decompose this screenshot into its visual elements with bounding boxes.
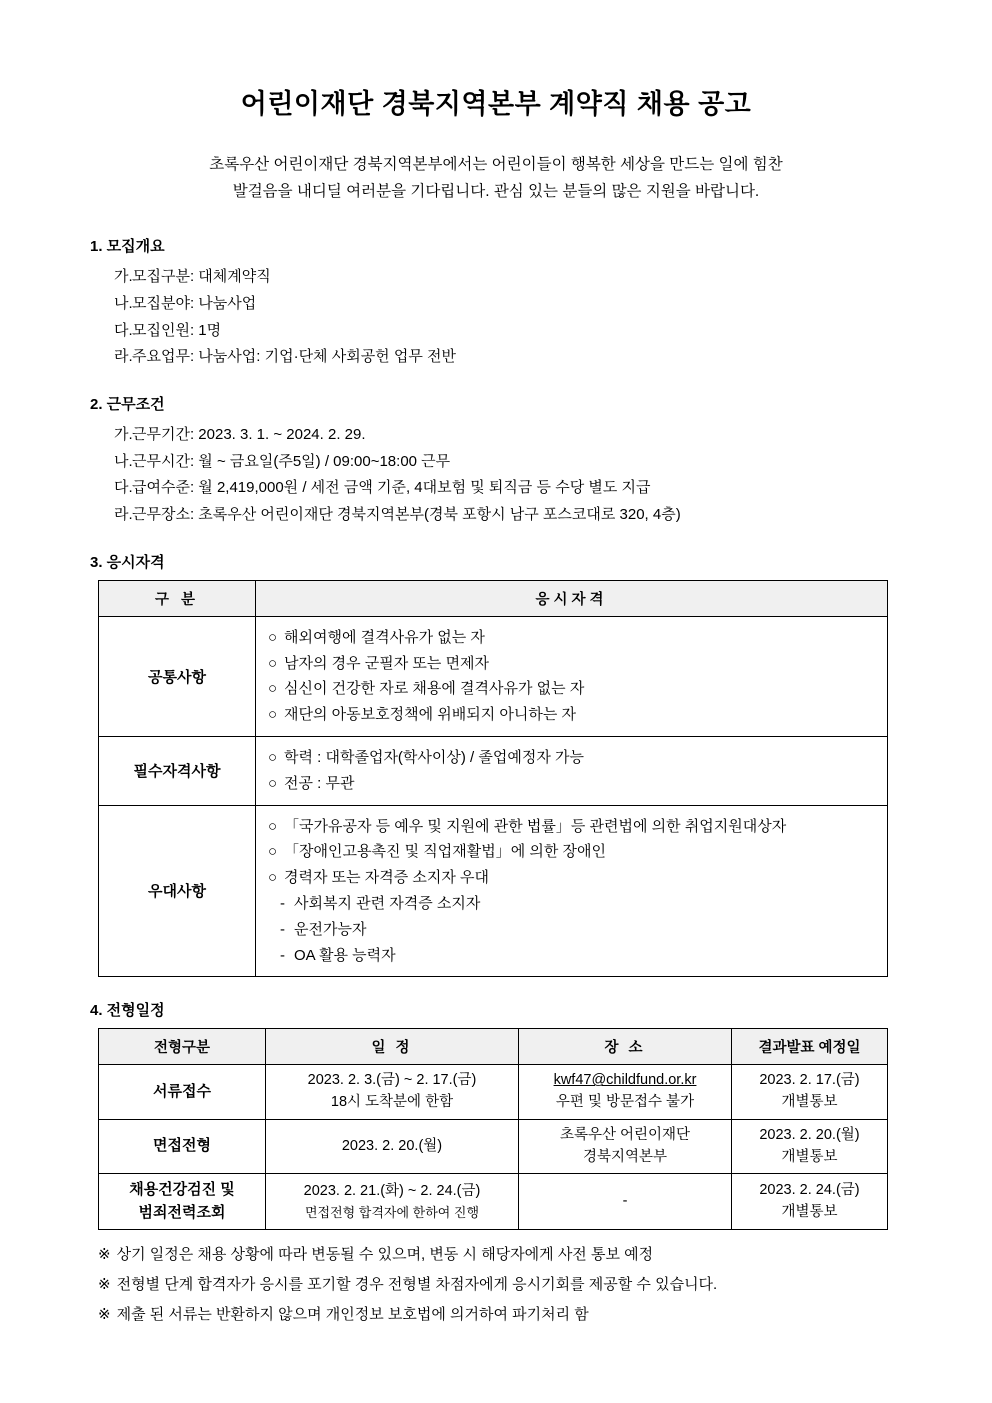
section-schedule: [92, 999, 900, 1330]
column-header-stage: 전형구분: [99, 1029, 266, 1065]
row-content: [256, 736, 888, 805]
section1-list: [92, 264, 900, 371]
circle-bullet-icon: ○: [268, 680, 278, 698]
list-item: [114, 475, 900, 502]
table-row: [99, 1065, 888, 1120]
circle-bullet-icon: ○: [268, 706, 278, 724]
section-working-conditions: [92, 393, 900, 529]
column-header-category: 구 분: [99, 580, 256, 616]
bullet-item: ○ 「국가유공자 등 예우 및 지원에 관한 법률」등 관련법에 의한 취업지원대상자: [268, 814, 877, 840]
section-recruitment-overview: [92, 235, 900, 371]
row-content: [256, 805, 888, 977]
row-category: 필수자격사항: [99, 736, 256, 805]
qualification-table: [98, 580, 888, 978]
table-header-row: [99, 580, 888, 616]
reference-mark-icon: ※: [98, 1276, 111, 1294]
section-qualifications: [92, 551, 900, 978]
list-item: [114, 502, 900, 529]
item-text: 모집인원: 1명: [132, 321, 222, 339]
section3-heading: 3. 응시자격: [90, 553, 165, 571]
item-label: 나.: [114, 452, 133, 470]
section2-list: [92, 422, 900, 529]
bullet-item: ○ 재단의 아동보호정책에 위배되지 아니하는 자: [268, 702, 877, 728]
section4-heading: 4. 전형일정: [90, 1002, 165, 1020]
note-item: ※ 제출 된 서류는 반환하지 않으며 개인정보 보호법에 의거하여 파기처리 함: [98, 1306, 589, 1324]
email-link[interactable]: kwf47@childfund.or.kr: [553, 1072, 697, 1089]
circle-bullet-icon: ○: [268, 654, 278, 672]
column-header-place: 장 소: [519, 1029, 732, 1065]
list-item: [114, 422, 900, 449]
table-row: [99, 1174, 888, 1230]
bullet-item: ○ 해외여행에 결격사유가 없는 자: [268, 625, 877, 651]
table-row: [99, 616, 888, 736]
column-header-date: 일 정: [266, 1029, 519, 1065]
reference-mark-icon: ※: [98, 1246, 111, 1264]
row-category: 우대사항: [99, 805, 256, 977]
dash-bullet-icon: -: [280, 894, 285, 912]
intro-line-2: 발걸음을 내디딜 여러분을 기다립니다. 관심 있는 분들의 많은 지원을 바랍니다.: [232, 183, 760, 201]
list-item: [114, 344, 900, 371]
dash-item: - 사회복지 관련 자격증 소지자: [268, 891, 877, 917]
table-row: [99, 1119, 888, 1174]
circle-bullet-icon: ○: [268, 748, 278, 766]
circle-bullet-icon: ○: [268, 628, 278, 646]
circle-bullet-icon: ○: [268, 869, 278, 887]
bullet-item: ○ 학력 : 대학졸업자(학사이상) / 졸업예정자 가능: [268, 745, 877, 771]
row-category: 공통사항: [99, 616, 256, 736]
bullet-item: ○ 「장애인고용촉진 및 직업재활법」에 의한 장애인: [268, 839, 877, 865]
row-date: 2023. 2. 3.(금) ~ 2. 17.(금) 18시 도착분에 한함: [266, 1065, 519, 1120]
bullet-item: ○ 남자의 경우 군필자 또는 면제자: [268, 651, 877, 677]
dash-bullet-icon: -: [280, 946, 285, 964]
row-place: 초록우산 어린이재단 경북지역본부: [519, 1119, 732, 1174]
item-text: 모집구분: 대체계약직: [132, 268, 271, 286]
item-label: 가.: [114, 426, 133, 443]
item-label: 가.: [114, 268, 133, 286]
section1-heading: 1. 모집개요: [90, 238, 165, 256]
table-row: [99, 736, 888, 805]
row-result: 2023. 2. 17.(금) 개별통보: [732, 1065, 888, 1120]
schedule-table: [98, 1028, 888, 1230]
row-place: -: [519, 1174, 732, 1230]
bullet-item: ○ 전공 : 무관: [268, 771, 877, 797]
row-place: kwf47@childfund.or.kr 우편 및 방문접수 불가: [519, 1065, 732, 1120]
page-title: 어린이재단 경북지역본부 계약직 채용 공고: [240, 89, 752, 119]
column-header-qualification: 응시자격: [256, 580, 888, 616]
item-text: 주요업무: 나눔사업: 기업·단체 사회공헌 업무 전반: [132, 348, 456, 366]
item-label: 나.: [114, 294, 133, 312]
row-date: 2023. 2. 21.(화) ~ 2. 24.(금) 면접전형 합격자에 한하여 진행: [266, 1174, 519, 1230]
bullet-item: ○ 경력자 또는 자격증 소지자 우대: [268, 865, 877, 891]
row-result: 2023. 2. 24.(금) 개별통보: [732, 1174, 888, 1230]
note-item: ※ 상기 일정은 채용 상황에 따라 변동될 수 있으며, 변동 시 해당자에게 사전 통보 예정: [98, 1246, 654, 1264]
circle-bullet-icon: ○: [268, 817, 278, 835]
intro-paragraph: [166, 151, 826, 205]
dash-bullet-icon: -: [280, 920, 285, 938]
intro-line-1: 초록우산 어린이재단 경북지역본부에서는 어린이들이 행복한 세상을 만드는 일에 힘찬: [209, 156, 783, 173]
item-label: 다.: [114, 321, 133, 339]
item-label: 다.: [114, 479, 133, 497]
notes-list: [98, 1240, 900, 1330]
column-header-result: 결과발표 예정일: [732, 1029, 888, 1065]
item-text: 근무기간: 2023. 3. 1. ~ 2024. 2. 29.: [132, 426, 366, 443]
item-label: 라.: [114, 506, 133, 524]
row-stage: 면접전형: [99, 1119, 266, 1174]
list-item: [114, 291, 900, 318]
row-stage: 채용건강검진 및 범죄전력조회: [99, 1174, 266, 1230]
circle-bullet-icon: ○: [268, 774, 278, 792]
row-result: 2023. 2. 20.(월) 개별통보: [732, 1119, 888, 1174]
item-text: 근무시간: 월 ~ 금요일(주5일) / 09:00~18:00 근무: [132, 452, 451, 470]
bullet-item: ○ 심신이 건강한 자로 채용에 결격사유가 없는 자: [268, 676, 877, 702]
row-stage: 서류접수: [99, 1065, 266, 1120]
item-label: 라.: [114, 348, 133, 366]
list-item: [114, 449, 900, 476]
section2-heading: 2. 근무조건: [90, 396, 165, 413]
item-text: 급여수준: 월 2,419,000원 / 세전 금액 기준, 4대보험 및 퇴직금 등 수당 별도 지급: [132, 479, 651, 497]
reference-mark-icon: ※: [98, 1306, 111, 1324]
circle-bullet-icon: ○: [268, 843, 278, 861]
item-text: 모집분야: 나눔사업: [132, 294, 257, 312]
list-item: [114, 264, 900, 291]
dash-item: - OA 활용 능력자: [268, 943, 877, 969]
dash-item: - 운전가능자: [268, 917, 877, 943]
row-content: [256, 616, 888, 736]
note-item: ※ 전형별 단계 합격자가 응시를 포기할 경우 전형별 차점자에게 응시기회를 제공할 수 있습니다.: [98, 1276, 718, 1294]
table-header-row: [99, 1029, 888, 1065]
list-item: [114, 318, 900, 345]
table-row: [99, 805, 888, 977]
row-date: 2023. 2. 20.(월): [266, 1119, 519, 1174]
item-text: 근무장소: 초록우산 어린이재단 경북지역본부(경북 포항시 남구 포스코대로 320, 4층): [132, 506, 681, 524]
